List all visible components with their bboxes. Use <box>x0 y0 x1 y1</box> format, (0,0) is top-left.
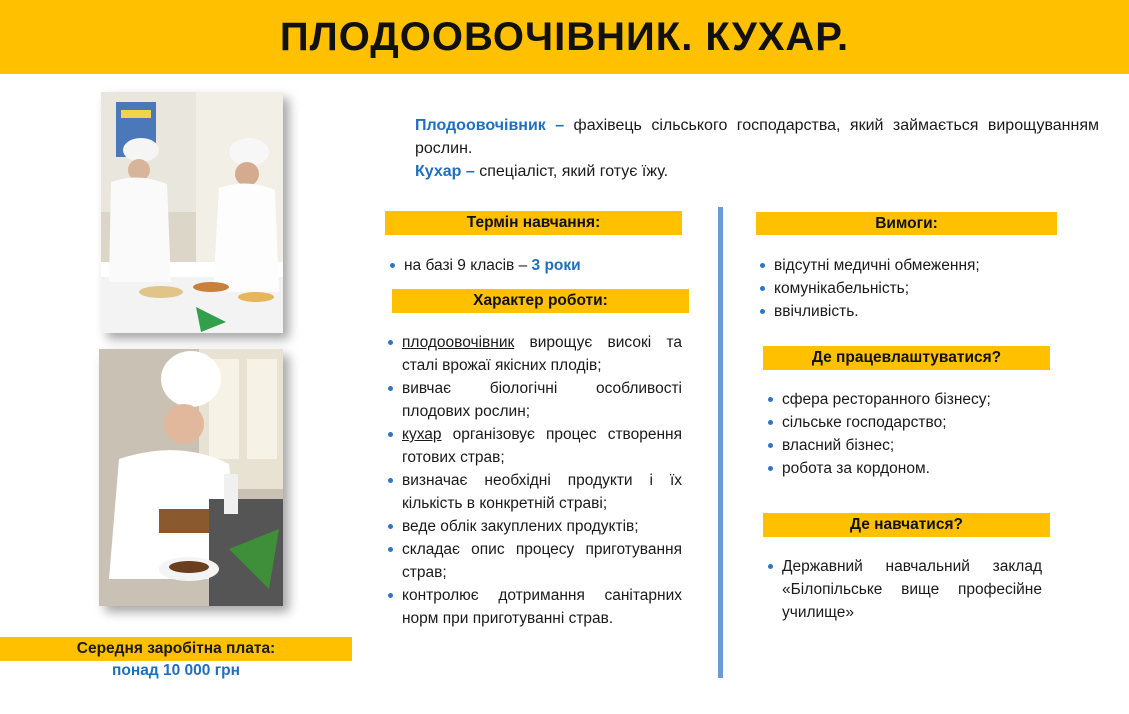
list-item <box>386 331 682 377</box>
definition-fruit-grower: фахівець сільського господарства, який займається вирощуванням рослин. <box>415 117 1100 157</box>
term-cook: Кухар – <box>415 163 475 180</box>
term-fruit-grower: Плодоовочівник – <box>415 117 565 134</box>
salary-value: понад 10 000 грн <box>112 662 240 679</box>
list-item <box>386 515 682 538</box>
list-item: робота за кордоном. <box>766 457 1066 480</box>
list-item-text: веде облік закуплених продуктів; <box>402 518 639 535</box>
list-item <box>386 377 682 423</box>
employment-list <box>766 388 1066 480</box>
list-item: сільське господарство; <box>766 411 1066 434</box>
work-nature-list <box>386 331 682 630</box>
where-study-list <box>766 555 1042 624</box>
page-title: ПЛОДООВОЧІВНИК. КУХАР. <box>279 14 850 59</box>
intro-definitions <box>415 114 1099 183</box>
requirements-list <box>758 254 1058 323</box>
where-study-label: Де навчатися? <box>763 513 1050 537</box>
list-item-text: визначає необхідні продукти і їх кількість в конкретній страві; <box>402 472 682 512</box>
work-nature-label: Характер роботи: <box>392 289 689 313</box>
employment-label: Де працевлаштуватися? <box>763 346 1050 370</box>
list-item-text: вивчає біологічні особливості плодових рослин; <box>402 380 682 420</box>
list-item <box>386 584 682 630</box>
intro-line-cook <box>415 160 1099 183</box>
underlined-term: плодоовочівник <box>402 334 515 351</box>
study-term-list <box>388 254 688 277</box>
list-item <box>386 423 682 469</box>
photo-cook-preparing-dish <box>99 349 283 606</box>
study-term-text: на базі 9 класів – <box>404 257 532 274</box>
list-item-text: контролює дотримання санітарних норм при приготуванні страв. <box>402 587 682 627</box>
list-item: Державний навчальний заклад «Білопільське вище професійне училище» <box>766 555 1042 624</box>
list-item: відсутні медичні обмеження; <box>758 254 1058 277</box>
intro-line-fruit-grower <box>415 114 1099 160</box>
list-item: власний бізнес; <box>766 434 1066 457</box>
underlined-term: кухар <box>402 426 442 443</box>
list-item: ввічливість. <box>758 300 1058 323</box>
list-item: комунікабельність; <box>758 277 1058 300</box>
list-item-text: організовує процес створення готових страв; <box>402 426 682 466</box>
title-bar <box>0 0 1129 74</box>
definition-cook: спеціаліст, який готує їжу. <box>474 163 669 180</box>
salary-label: Середня заробітна плата: <box>0 637 352 661</box>
list-item: сфера ресторанного бізнесу; <box>766 388 1066 411</box>
study-term-duration: 3 роки <box>531 257 581 274</box>
list-item <box>386 469 682 515</box>
list-item-text: складає опис процесу приготування страв; <box>402 541 682 581</box>
list-item <box>386 538 682 584</box>
photo-cooks-at-table <box>101 92 283 333</box>
list-item <box>388 254 688 277</box>
requirements-label: Вимоги: <box>756 212 1057 235</box>
list-item-text: вирощує високі та сталі врожаї якісних плодів; <box>402 334 682 374</box>
study-term-label: Термін навчання: <box>385 211 682 235</box>
column-divider <box>718 207 723 678</box>
